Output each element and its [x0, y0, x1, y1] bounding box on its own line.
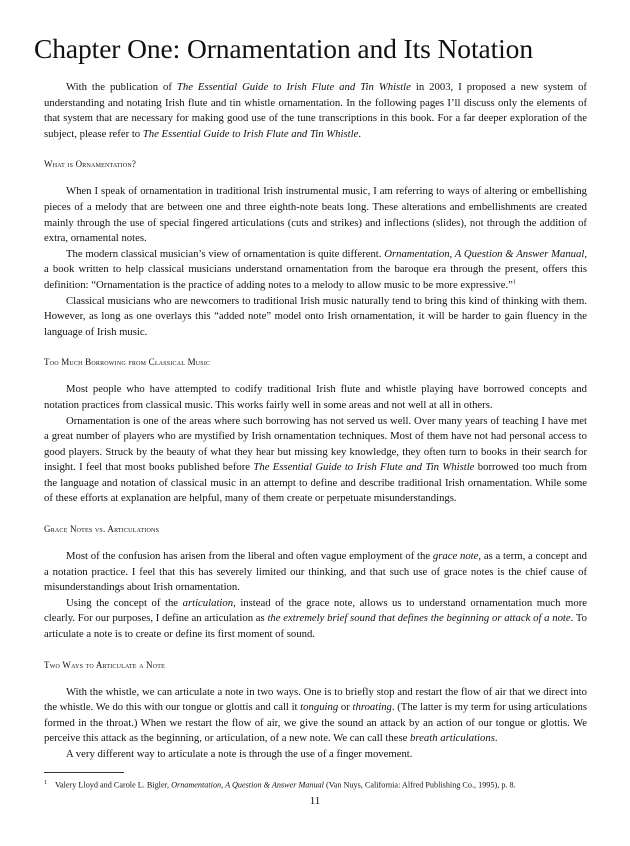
emphasis: breath articulations: [410, 732, 495, 745]
book-title: Ornamentation, A Question & Answer Manual: [384, 247, 585, 260]
paragraph: Most people who have attempted to codify traditional Irish flute and whistle playing have borrowed concepts and notation practices from classical music. This works fairly well in some areas and not well at all in others.: [44, 383, 587, 411]
body-text: [44, 80, 587, 763]
text-run: .: [358, 127, 362, 140]
text-run: . To articulate a note is to create or define its first moment of sound.: [44, 612, 588, 641]
paragraph: Classical musicians who are newcomers to traditional Irish music naturally tend to bring this kind of thinking with them. However, as long as one overlays this “added note” model onto Irish ornamentation, it will be harder to gain fluency in the language of Irish music.: [44, 294, 587, 338]
text-run: Using the concept of the: [66, 596, 183, 609]
book-title: The Essential Guide to Irish Flute and Tin Whistle: [253, 461, 475, 474]
footnote-divider: [44, 772, 124, 773]
text-run: Most of the confusion has arisen from the liberal and often vague employment of the: [66, 550, 433, 563]
text-run: , instead of the grace note, allows us to understand ornamentation much more clearly. For our purposes, I define an articulation as: [44, 596, 587, 625]
text-run: Valery Lloyd and Carole L. Bigler,: [55, 780, 172, 790]
text-run: .: [494, 732, 498, 745]
chapter-title: Chapter One: Ornamentation and Its Notation: [34, 33, 533, 64]
paragraph: [44, 414, 587, 508]
text-run: borrowed too much from the language and notation of classical music in an attempt to define and describe traditional Irish ornamentation. While some of these efforts at explanation are helpful, many of them create or perpetuate misunderstandings.: [44, 461, 587, 505]
footnote-number: 1: [44, 780, 47, 786]
emphasis: tonguing: [300, 701, 339, 714]
text-run: . (The latter is my term for using articulations formed in the throat.) When we restart the flow of air, we give the sound an attack by an action of our tongue or glottis. We perceive this attack as the beginning, or articulation, of a new note. We can call these: [44, 701, 587, 745]
text-run: , as a term, a concept and a notation practice. I feel that this has severely limited our thinking, and that such use of grace notes is the chief cause of misunderstandings about Irish ornamentation.: [44, 550, 588, 594]
paragraph: [44, 596, 587, 643]
text-run: With the whistle, we can articulate a note in two ways. One is to briefly stop and restart the flow of air that we direct into the whistle. We do this with our tongue or glottis and call it: [44, 685, 587, 714]
book-title: The Essential Guide to Irish Flute and Tin Whistle: [142, 127, 359, 140]
paragraph: [44, 549, 587, 596]
emphasis: grace note: [432, 550, 479, 563]
section-heading-grace-notes-vs-articulations: Grace Notes vs. Articulations: [44, 524, 160, 535]
footnote: [44, 778, 589, 791]
emphasis: throating: [352, 701, 392, 714]
text-run: (Van Nuys, California: Alfred Publishing Co., 1995), p. 8.: [323, 780, 516, 790]
paragraph: A very different way to articulate a note is through the use of a finger movement.: [66, 748, 413, 760]
paragraph: [44, 685, 587, 747]
paragraph: When I speak of ornamentation in traditional Irish instrumental music, I am referring to ways of altering or embellishing pieces of a melody that are between one and three eighth-note beats long. These alterations and embellishments are created mainly through the use of special fingered articulations (cuts and strikes) and inflections (slides), not through the addition of extra, ornamental notes.: [44, 185, 587, 245]
book-title: Ornamentation, A Question & Answer Manual: [171, 780, 324, 790]
section-heading-what-is-ornamentation: What is Ornamentation?: [44, 159, 137, 170]
page-number: 11: [309, 795, 321, 807]
emphasis: the extremely brief sound that defines the beginning or attack of a note: [267, 612, 571, 625]
text-run: With the publication of: [66, 81, 177, 93]
paragraph: [44, 247, 587, 294]
text-run: The modern classical musician’s view of ornamentation is quite different.: [66, 247, 385, 260]
section-heading-too-much-borrowing: Too Much Borrowing from Classical Music: [44, 357, 211, 368]
intro-paragraph: [44, 80, 587, 142]
text-run: , a book written to help classical musicians understand ornamentation from the baroque era through the present, offers this definition: “Ornamentation is the practice of adding notes to a melody to allow music to be more expressive.”: [44, 247, 587, 291]
text-run: Ornamentation is one of the areas where such borrowing has not served us well. Over many years of teaching I have met a great number of players who are mystified by Irish ornamentation techniques. Most of them have not had personal access to good players. Struck by the beauty of what they hear but missing key knowledge, they often turn to books in their search for insight. I feel that most books published before: [44, 414, 587, 474]
section-heading-two-ways-to-articulate: Two Ways to Articulate a Note: [44, 659, 166, 670]
text-run: in 2003, I proposed a new system of understanding and notating Irish flute and tin whistle ornamentation. In the following pages I’ll discuss only the elements of that system that are necessary for making good use of the tune transcriptions in this book. For a far deeper exploration of the subject, please refer to: [44, 81, 587, 140]
footnote-reference[interactable]: 1: [512, 279, 516, 286]
book-title: The Essential Guide to Irish Flute and Tin Whistle: [176, 81, 411, 93]
emphasis: articulation: [182, 596, 234, 609]
text-run: or: [338, 701, 353, 714]
